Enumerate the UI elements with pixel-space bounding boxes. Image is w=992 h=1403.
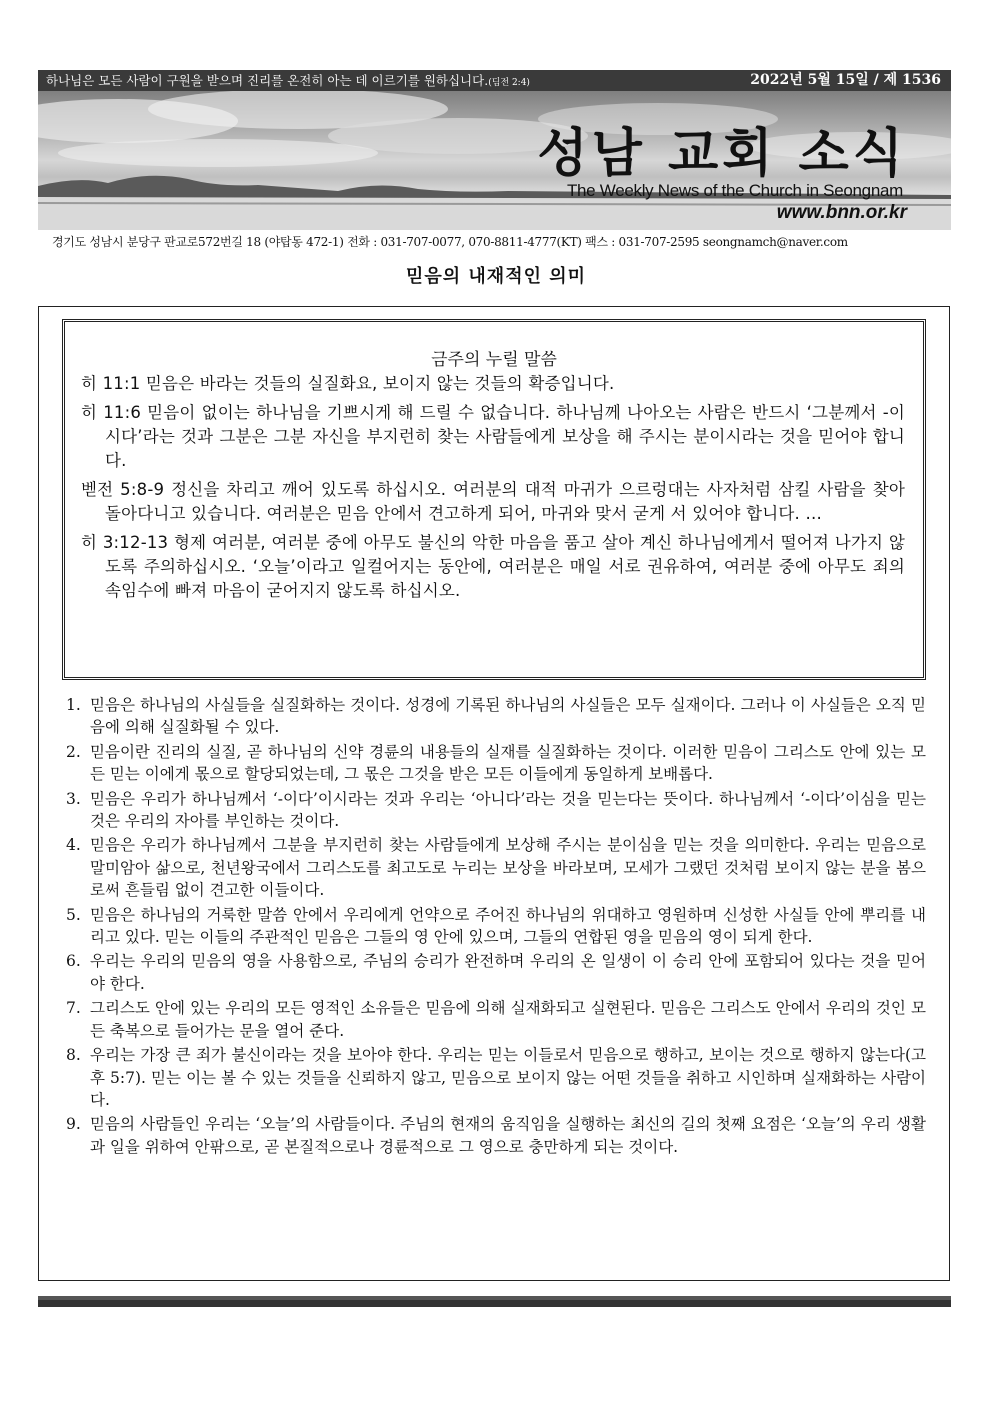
point-number: 6.	[66, 952, 81, 971]
point-number: 8.	[66, 1046, 81, 1065]
point-item	[66, 694, 926, 739]
point-number: 9.	[66, 1115, 81, 1134]
point-item	[66, 834, 926, 901]
point-text: 믿음의 사람들인 우리는 ‘오늘’의 사람들이다. 주님의 현재의 움직임을 실행하는 최신의 길의 첫째 요점은 ‘오늘’의 우리 생활과 일을 위하여 안팎으로, 곧 본질적으로나 경륜적으로 그 영으로 충만하게 되는 것이다.	[90, 1115, 926, 1156]
masthead-banner	[38, 91, 951, 230]
point-item	[66, 1044, 926, 1111]
point-item	[66, 788, 926, 833]
points-list	[66, 694, 926, 1160]
point-item	[66, 997, 926, 1042]
point-text: 우리는 가장 큰 죄가 불신이라는 것을 보아야 한다. 우리는 믿는 이들로서 믿음으로 행하고, 보이는 것으로 행하지 않는다(고후 5:7). 믿는 이는 볼 수 있는 것들을 신뢰하지 않고, 믿음으로 보이지 않는 어떤 것들을 취하고 시인하며 실재화하는 사람이다.	[90, 1046, 926, 1109]
point-item	[66, 741, 926, 786]
point-text: 믿음이란 진리의 실질, 곧 하나님의 신약 경륜의 내용들의 실재를 실질화하는 것이다. 이러한 믿음이 그리스도 안에 있는 모든 믿는 이에게 몫으로 할당되었는데, 그 몫은 그것을 받은 모든 이들에게 동일하게 보배롭다.	[90, 742, 926, 784]
footer-rule-thick	[38, 1300, 951, 1307]
point-text: 믿음은 우리가 하나님께서 그분을 부지런히 찾는 사람들에게 보상해 주시는 분이심을 믿는 것을 의미한다. 우리는 믿음으로 말미암아 삶으로, 천년왕국에서 그리스도를 최고도로 누리는 보상을 바라보며, 모세가 그랬던 것처럼 보이지 않는 분을 봄으로써 흔들림 없이 견고한 이들이다.	[90, 836, 926, 900]
newsletter-title: 성남 교회 소식	[537, 124, 907, 184]
weekly-verse-box	[62, 319, 926, 680]
point-number: 7.	[66, 999, 81, 1018]
masthead-verse-bar	[38, 70, 951, 91]
point-item	[66, 950, 926, 995]
verse-item: 히 3:12-13 형제 여러분, 여러분 중에 아무도 불신의 악한 마음을 품고 살아 계신 하나님에게서 떨어져 나가지 않도록 주의하십시오. ‘오늘’이라고 일컬어지는 동안에, 여러분은 매일 서로 권유하여, 여러분 중에 아무도 죄의 속임수에 빠져 마음이 굳어지지 않도록 하십시오.	[81, 533, 905, 600]
point-text: 우리는 우리의 믿음의 영을 사용함으로, 주님의 승리가 완전하며 우리의 온 일생이 이 승리 안에 포함되어 있다는 것을 믿어야 한다.	[90, 952, 926, 993]
point-number: 4.	[66, 836, 81, 855]
verse-item: 벧전 5:8-9 정신을 차리고 깨어 있도록 하십시오. 여러분의 대적 마귀가 으르렁대는 사자처럼 삼킬 사람을 찾아 돌아다니고 있습니다. 여러분은 믿음 안에서 견고하게 되어, 마귀와 맞서 굳게 서 있어야 합니다. …	[81, 480, 905, 523]
verse-item: 히 11:1 믿음은 바라는 것들의 실질화요, 보이지 않는 것들의 확증입니다.	[81, 374, 615, 393]
masthead-verse-ref: (딤전 2:4)	[488, 78, 530, 88]
weekly-verse-title: 금주의 누릴 말씀	[431, 350, 557, 370]
website-link[interactable]: www.bnn.or.kr	[776, 202, 907, 223]
page-heading: 믿음의 내재적인 의미	[405, 266, 587, 287]
verse-list	[81, 372, 905, 608]
point-number: 2.	[66, 742, 81, 761]
point-text: 믿음은 하나님의 사실들을 실질화하는 것이다. 성경에 기록된 하나님의 사실들은 모두 실재이다. 그러나 이 사실들은 오직 믿음에 의해 실질화될 수 있다.	[90, 696, 926, 737]
issue-date: 2022년 5월 15일 / 제 1536	[750, 72, 941, 88]
church-address: 경기도 성남시 분당구 판교로572번길 18 (야탑동 472-1) 전화 : 031-707-0077, 070-8811-4777(KT) 팩스 : 031-707-2595 seongnamch@naver.com	[52, 235, 848, 249]
point-item	[66, 1113, 926, 1158]
point-number: 1.	[66, 696, 81, 714]
point-item	[66, 904, 926, 949]
point-text: 믿음은 우리가 하나님께서 ‘-이다’이시라는 것과 우리는 ‘아니다’라는 것을 믿는다는 뜻이다. 하나님께서 ‘-이다’이심을 믿는 것은 우리의 자아를 부인하는 것이다.	[90, 789, 926, 831]
point-number: 5.	[66, 905, 81, 924]
verse-item: 히 11:6 믿음이 없이는 하나님을 기쁘시게 해 드릴 수 없습니다. 하나님께 나아오는 사람은 반드시 ‘그분께서 -이시다’라는 것과 그분은 그분 자신을 부지런히 찾는 사람들에게 보상을 해 주시는 분이시라는 것을 믿어야 합니다.	[81, 403, 905, 470]
point-text: 그리스도 안에 있는 우리의 모든 영적인 소유들은 믿음에 의해 실재화되고 실현된다. 믿음은 그리스도 안에서 우리의 것인 모든 축복으로 들어가는 문을 열어 준다.	[90, 999, 926, 1040]
point-number: 3.	[66, 789, 81, 808]
newsletter-subtitle: The Weekly News of the Church in Seongnam	[566, 181, 903, 200]
masthead-verse-text: 하나님은 모든 사람이 구원을 받으며 진리를 온전히 아는 데 이르기를 원하십니다.	[46, 73, 489, 88]
point-text: 믿음은 하나님의 거룩한 말씀 안에서 우리에게 언약으로 주어진 하나님의 위대하고 영원하며 신성한 사실들 안에 뿌리를 내리고 있다. 믿는 이들의 주관적인 믿음은 그들의 영 안에 있으며, 그들의 연합된 영을 믿음의 영이 되게 한다.	[90, 905, 926, 947]
